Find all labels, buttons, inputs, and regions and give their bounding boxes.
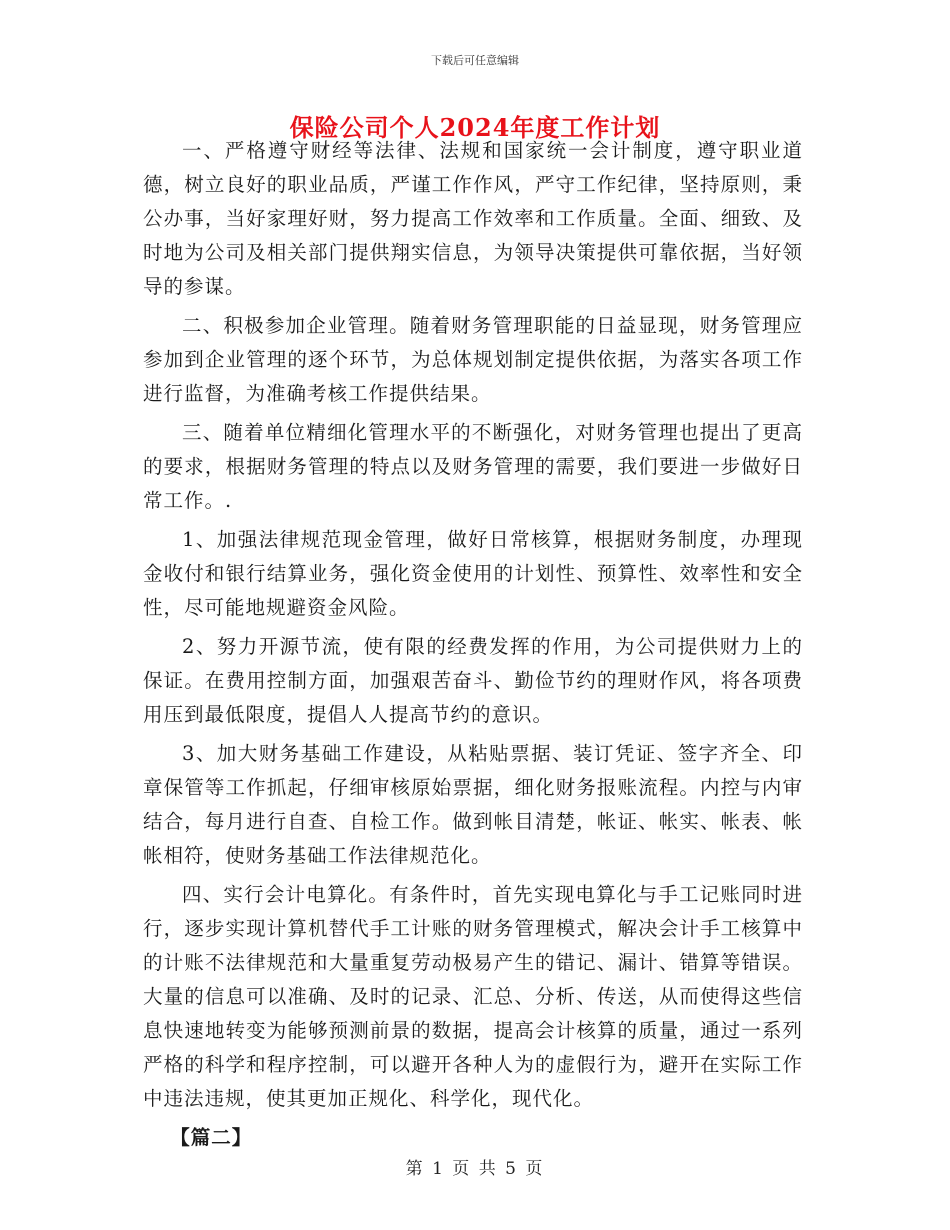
paragraph-6: 3、加大财务基础工作建设，从粘贴票据、装订凭证、签字齐全、印章保管等工作抓起，仔细审核原始票据，细化财务报账流程。内控与内审结合，每月进行自查、自检工作。做到帐目清楚，帐证、帐实、帐表、帐帐相符，使财务基础工作法律规范化。 [143,742,803,867]
paragraph-5: 2、努力开源节流，使有限的经费发挥的作用，为公司提供财力上的保证。在费用控制方面，加强艰苦奋斗、勤俭节约的理财作风，将各项费用压到最低限度，提倡人人提高节约的意识。 [143,635,803,726]
document-body [143,134,803,1160]
paragraph-2: 二、积极参加企业管理。随着财务管理职能的日益显现，财务管理应参加到企业管理的逐个环节，为总体规划制定提供依据，为落实各项工作进行监督，为准确考核工作提供结果。 [143,314,803,405]
paragraph-4: 1、加强法律规范现金管理，做好日常核算，根据财务制度，办理现金收付和银行结算业务，强化资金使用的计划性、预算性、效率性和安全性，尽可能地规避资金风险。 [143,528,803,619]
section-label: 【篇二】 [170,1126,253,1149]
paragraph-7: 四、实行会计电算化。有条件时，首先实现电算化与手工记账同时进行，逐步实现计算机替代手工计账的财务管理模式，解决会计手工核算中的计账不法律规范和大量重复劳动极易产生的错记、漏计、错算等错误。大量的信息可以准确、及时的记录、汇总、分析、传送，从而使得这些信息快速地转变为能够预测前景的数据，提高会计核算的质量，通过一系列严格的科学和程序控制，可以避开各种人为的虚假行为，避开在实际工作中违法违规，使其更加正规化、科学化，现代化。 [143,883,803,1110]
header-note: 下载后可任意编辑 [431,54,519,67]
page-footer: 第 1 页 共 5 页 [405,1159,545,1179]
paragraph-3: 三、随着单位精细化管理水平的不断强化，对财务管理也提出了更高的要求，根据财务管理的特点以及财务管理的需要，我们要进一步做好日常工作。. [143,421,803,512]
paragraph-1: 一、严格遵守财经等法律、法规和国家统一会计制度，遵守职业道德，树立良好的职业品质，严谨工作作风，严守工作纪律，坚持原则，秉公办事，当好家理好财，努力提高工作效率和工作质量。全面、细致、及时地为公司及相关部门提供翔实信息，为领导决策提供可靠依据，当好领导的参谋。 [143,139,803,298]
document-title: 保险公司个人2024年度工作计划 [289,113,661,142]
